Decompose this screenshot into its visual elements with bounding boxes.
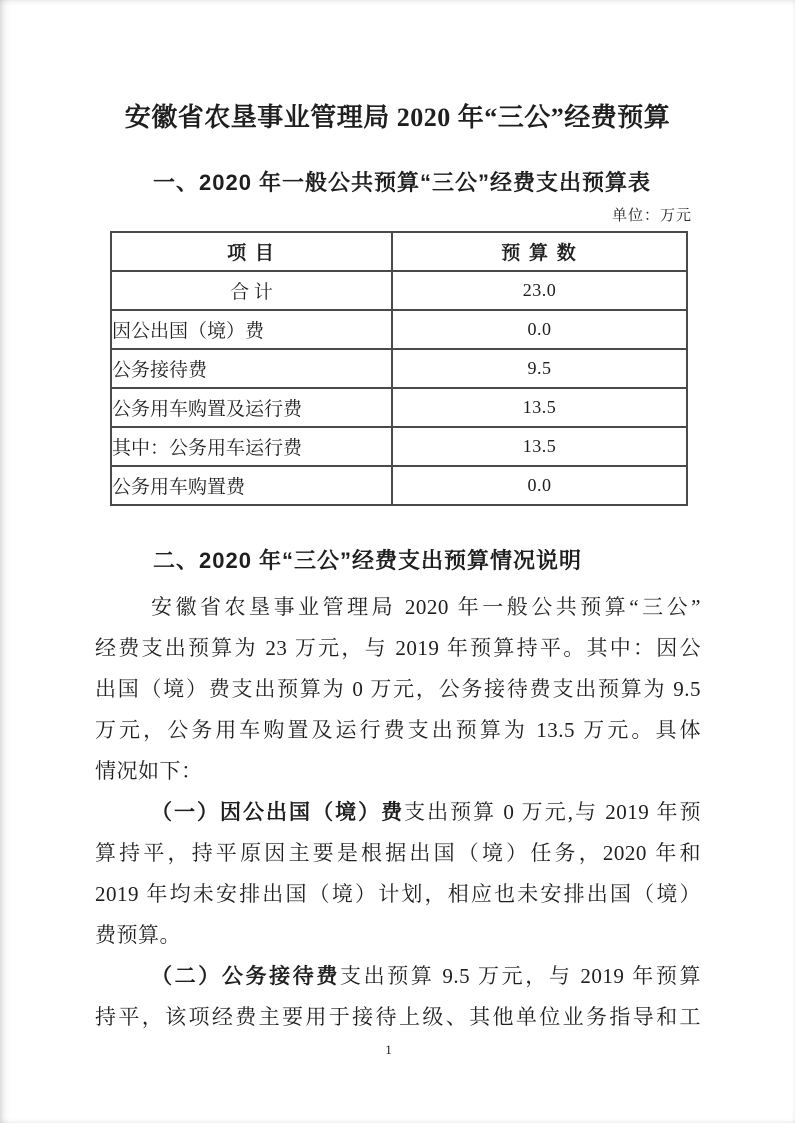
item-cell: 公务接待费 [111,349,392,388]
value-cell: 0.0 [392,466,687,505]
item-cell: 合 计 [111,271,392,310]
table-row [111,310,687,349]
budget-table [110,231,688,506]
column-header-item: 项 目 [111,232,392,271]
table-row [111,427,687,466]
body-line [95,628,701,669]
body-line [95,792,701,833]
table-header-row [111,232,687,271]
body-line [95,915,701,956]
text-segment: 费预算。 [95,923,181,947]
item-cell: 公务用车购置及运行费 [111,388,392,427]
table-row [111,466,687,505]
value-cell: 23.0 [392,271,687,310]
text-segment: 支出预算 9.5 万元，与 2019 年预算 [340,964,701,988]
body-line [95,587,701,628]
section2 [95,544,701,1038]
text-segment: 算持平，持平原因主要是根据出国（境）任务，2020 年和 [95,841,701,865]
document-title: 安徽省农垦事业管理局 2020 年“三公”经费预算 [124,103,671,132]
body-line [95,710,701,751]
value-cell: 0.0 [392,310,687,349]
body-line [95,874,701,915]
body-line [95,751,701,792]
value-cell: 13.5 [392,427,687,466]
text-segment: 2019 年均未安排出国（境）计划，相应也未安排出国（境） [95,882,701,906]
text-segment: 安徽省农垦事业管理局 2020 年一般公共预算“三公” [151,595,701,619]
body-line [95,833,701,874]
text-segment: 万元，公务用车购置及运行费支出预算为 13.5 万元。具体 [95,718,701,742]
text-segment: 经费支出预算为 23 万元，与 2019 年预算持平。其中：因公 [95,636,701,660]
value-cell: 9.5 [392,349,687,388]
body-line [95,669,701,710]
paragraph [95,792,701,956]
unit-note: 单位：万元 [611,208,692,224]
body-line [95,956,701,997]
value-cell: 13.5 [392,388,687,427]
paragraph [95,956,701,1038]
budget-table-body [111,271,687,505]
item-cell: 其中：公务用车运行费 [111,427,392,466]
item-cell: 因公出国（境）费 [111,310,392,349]
text-segment: 支出预算 0 万元,与 2019 年预 [404,800,702,824]
paragraph [95,587,701,792]
table-row [111,349,687,388]
text-segment: （二）公务接待费 [151,964,340,988]
table-row [111,388,687,427]
section2-heading: 二、2020 年“三公”经费支出预算情况说明 [153,548,583,573]
text-segment: （一）因公出国（境）费 [151,800,405,824]
text-segment: 出国（境）费支出预算为 0 万元，公务接待费支出预算为 9.5 [95,677,701,701]
page-number: 1 [385,1042,392,1057]
section2-paragraphs [95,587,701,1038]
section1-heading: 一、2020 年一般公共预算“三公”经费支出预算表 [153,170,652,195]
table-row [111,271,687,310]
body-line [95,997,701,1038]
item-cell: 公务用车购置费 [111,466,392,505]
column-header-value: 预 算 数 [392,232,687,271]
text-segment: 持平，该项经费主要用于接待上级、其他单位业务指导和工 [95,1005,701,1029]
text-segment: 情况如下： [95,759,203,783]
